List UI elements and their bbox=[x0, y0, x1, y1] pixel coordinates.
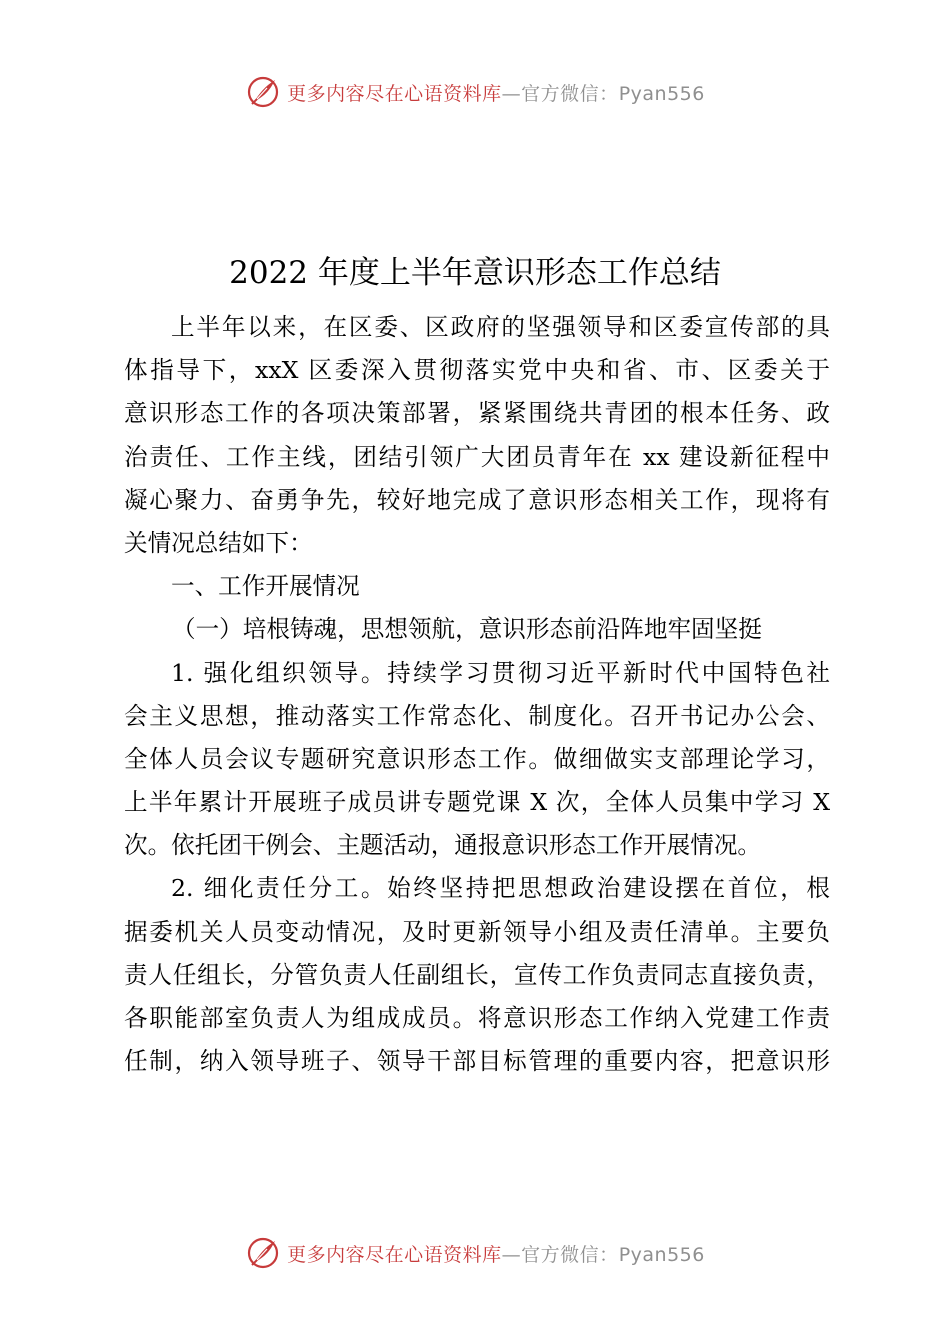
text-line: （一）培根铸魂，思想领航，意识形态前沿阵地牢固坚挺 bbox=[172, 615, 762, 644]
watermark-site-text: 更多内容尽在心语资料库 bbox=[287, 1243, 502, 1266]
footer-watermark bbox=[0, 1233, 950, 1273]
paragraph-intro bbox=[124, 306, 830, 565]
document-title: 2022 年度上半年意识形态工作总结 bbox=[229, 255, 721, 291]
watermark-wechat-label: 官方微信： bbox=[521, 82, 619, 105]
text-line: 会主义思想，推动落实工作常态化、制度化。召开书记办公会、 bbox=[124, 701, 830, 730]
text-line: 体指导下，xxX 区委深入贯彻落实党中央和省、市、区委关于 bbox=[124, 356, 830, 385]
text-line: 凝心聚力、奋勇争先，较好地完成了意识形态相关工作，现将有 bbox=[124, 485, 830, 514]
subsection-heading bbox=[124, 608, 830, 651]
watermark-dash: — bbox=[501, 1243, 522, 1266]
text-line: 各职能部室负责人为组成成员。将意识形态工作纳入党建工作责 bbox=[124, 1004, 830, 1032]
text-line: 全体人员会议专题研究意识形态工作。做细做实支部理论学习， bbox=[124, 744, 830, 773]
text-line: 治责任、工作主线，团结引领广大团员青年在 xx 建设新征程中 bbox=[124, 442, 830, 471]
watermark-dash: — bbox=[501, 82, 522, 105]
text-line: 一、工作开展情况 bbox=[171, 572, 360, 601]
watermark-site-text: 更多内容尽在心语资料库 bbox=[287, 82, 502, 105]
watermark-account: Pyan556 bbox=[618, 82, 705, 105]
text-line: 上半年累计开展班子成员讲专题党课 X 次，全体人员集中学习 X bbox=[124, 788, 830, 817]
text-line: 责人任组长，分管负责人任副组长，宣传工作负责同志直接负责， bbox=[124, 960, 830, 989]
paragraph-item-1 bbox=[124, 652, 830, 868]
section-heading bbox=[124, 565, 830, 608]
text-line: 任制，纳入领导班子、领导干部目标管理的重要内容，把意识形 bbox=[124, 1047, 830, 1076]
feather-quill-icon bbox=[245, 74, 281, 110]
header-watermark bbox=[0, 72, 950, 112]
paragraph-item-2 bbox=[124, 867, 830, 1083]
text-line: 次。依托团干例会、主题活动，通报意识形态工作开展情况。 bbox=[124, 831, 762, 860]
feather-quill-icon bbox=[245, 1235, 281, 1271]
watermark-account: Pyan556 bbox=[618, 1243, 705, 1266]
watermark-wechat-label: 官方微信： bbox=[521, 1243, 619, 1266]
text-line: 1. 强化组织领导。持续学习贯彻习近平新时代中国特色社 bbox=[171, 658, 830, 687]
text-line: 意识形态工作的各项决策部署，紧紧围绕共青团的根本任务、政 bbox=[124, 399, 830, 428]
text-line: 据委机关人员变动情况，及时更新领导小组及责任清单。主要负 bbox=[124, 917, 830, 946]
text-line: 上半年以来，在区委、区政府的坚强领导和区委宣传部的具 bbox=[171, 313, 830, 341]
text-line: 关情况总结如下： bbox=[124, 528, 313, 557]
text-line: 2. 细化责任分工。始终坚持把思想政治建设摆在首位，根 bbox=[171, 874, 830, 903]
document-body bbox=[124, 306, 830, 1083]
